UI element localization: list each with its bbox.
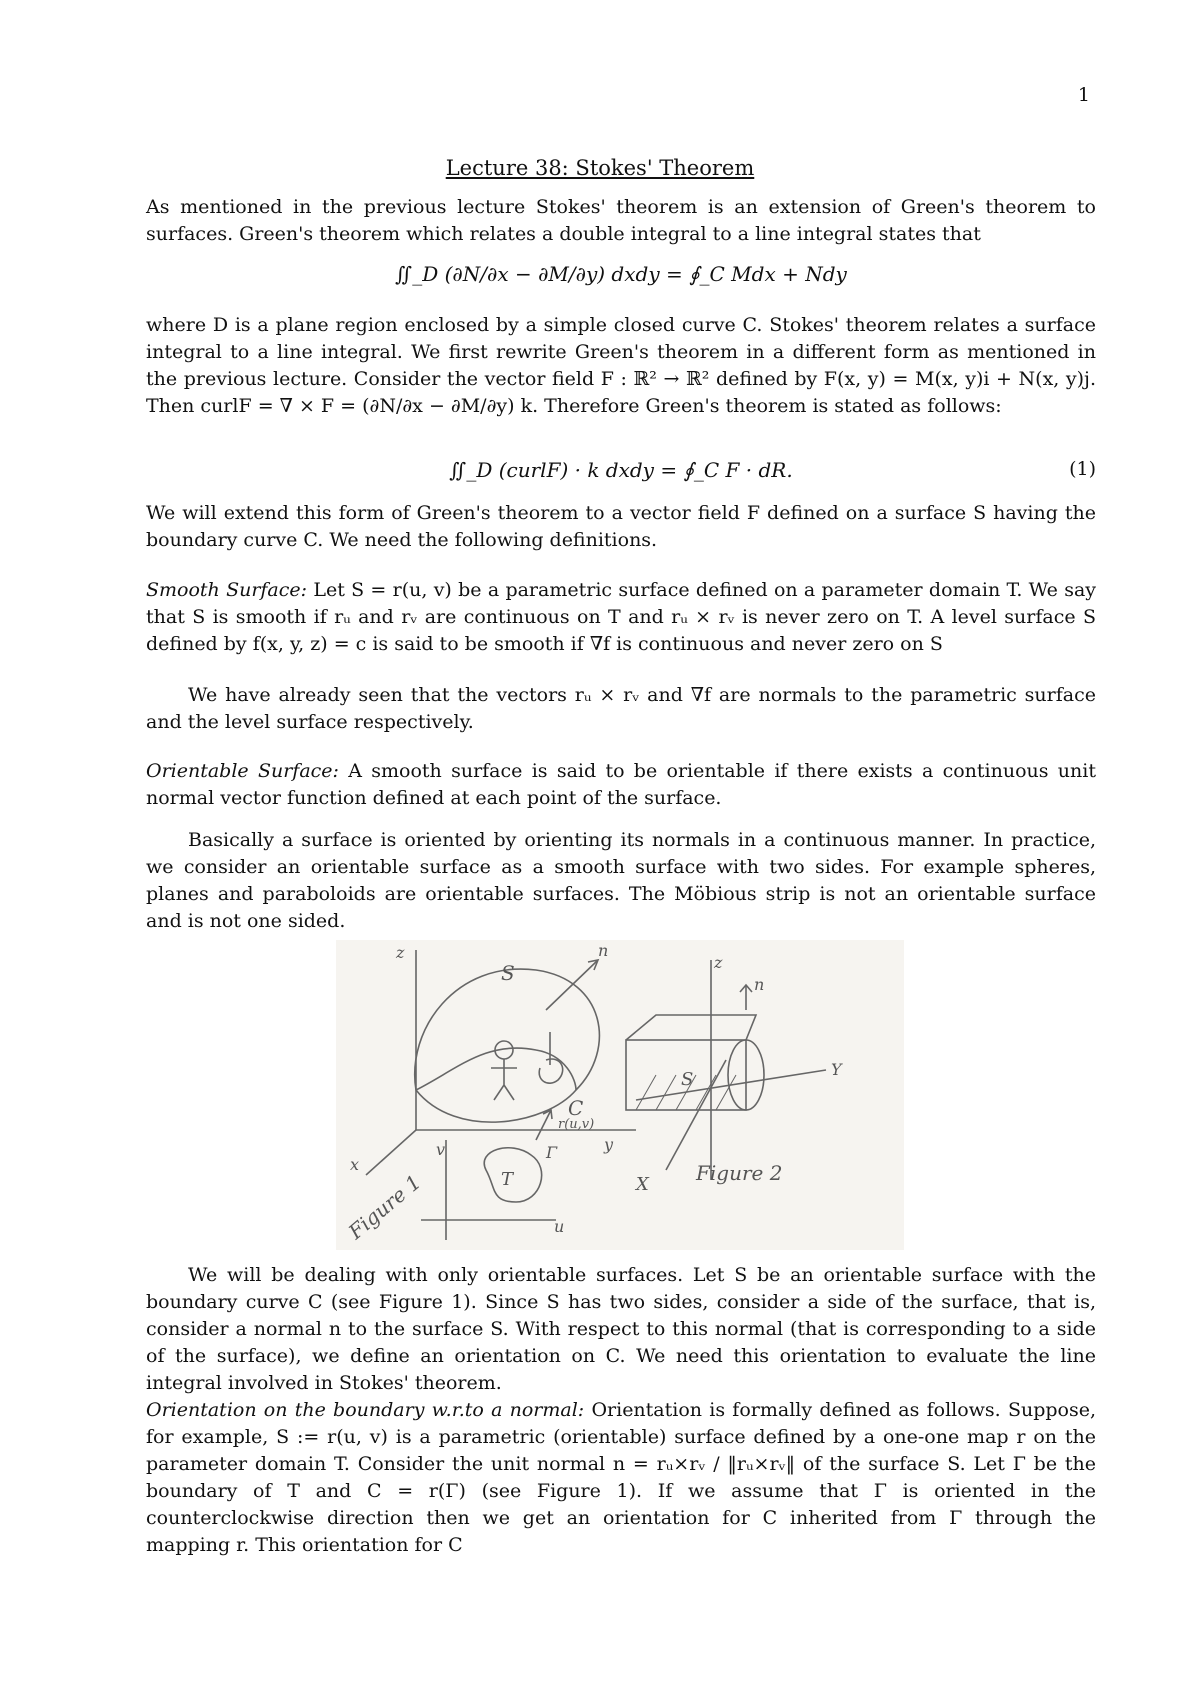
smooth-surface-term: Smooth Surface:: [146, 579, 308, 601]
fig1-s-label: S: [501, 961, 515, 985]
figure-1-caption: Figure 1: [343, 1169, 426, 1244]
fig1-z-label: z: [396, 943, 405, 962]
param-gamma-label: Γ: [546, 1143, 558, 1162]
fig1-x-axis: [366, 1130, 416, 1175]
equation-1-number: (1): [1069, 458, 1096, 480]
fig2-y-label: Y: [831, 1060, 842, 1079]
figure-2-caption: Figure 2: [696, 1161, 783, 1185]
orientation-boundary-term: Orientation on the boundary w.r.to a normal:: [146, 1399, 585, 1421]
orientable-surfaces-paragraph: We will be dealing with only orientable surfaces. Let S be an orientable surface with the boundary curve C (see Figure 1). Since S has two sides, consider a side of the surface, that is, consider a normal n to the surface S. With respect to this normal (that is corresponding to a side of the surface), we define an orientation on C. We need this orientation to evaluate the line integral involved in Stokes' theorem.: [146, 1264, 1096, 1394]
orientation-boundary-text: Orientation is formally defined as follows. Suppose, for example, S := r(u, v) is a parametric (orientable) surface defined by a one-one map r on the parameter domain T. Consider the unit normal n = rᵤ×rᵥ / ‖rᵤ×rᵥ‖ of the surface S. Let Γ be the boundary of T and C = r(Γ) (see Figure 1). If we assume that Γ is oriented in the counterclockwise direction then we get an orientation for C inherited from Γ through the mapping r. This orientation for C: [146, 1399, 1096, 1556]
orientable-surface-definition: [146, 758, 1096, 812]
stick-figure-body: [491, 1059, 517, 1100]
fig2-z-label: z: [714, 953, 723, 972]
orientation-explanation-paragraph: Basically a surface is oriented by orienting its normals in a continuous manner. In practice, we consider an orientable surface as a smooth surface with two sides. For example spheres, planes and paraboloids are orientable surfaces. The Möbious strip is not an orientable surface and is not one sided.: [146, 829, 1096, 932]
normals-paragraph: We have already seen that the vectors rᵤ × rᵥ and ∇f are normals to the parametric surface and the level surface respectively.: [146, 684, 1096, 733]
fig2-n-label: n: [754, 975, 765, 994]
fig1-axes: [416, 950, 636, 1130]
orientable-surface-text: A smooth surface is said to be orientable if there exists a continuous unit normal vector function defined at each point of the surface.: [146, 760, 1096, 809]
fig2-s-label: S: [681, 1069, 694, 1090]
smooth-surface-text: Let S = r(u, v) be a parametric surface defined on a parameter domain T. We say that S is smooth if rᵤ and rᵥ are continuous on T and rᵤ × rᵥ is never zero on T. A level surface S defined by f(x, y, z) = c is said to be smooth if ∇f is continuous and never zero on S: [146, 579, 1097, 655]
intro-paragraph: As mentioned in the previous lecture Stokes' theorem is an extension of Green's theorem to surfaces. Green's theorem which relates a double integral to a line integral states that: [146, 196, 1096, 245]
page-number: 1: [1077, 84, 1090, 106]
equation-1: ∬_D (curlF) · k dxdy = ∮_C F · dR.: [449, 458, 793, 482]
rotation-arrow: [539, 1059, 562, 1083]
orientation-boundary-definition: [146, 1397, 1096, 1559]
param-t-label: T: [501, 1169, 514, 1190]
hand-drawn-figure: [336, 940, 904, 1250]
fig1-x-label: x: [350, 1155, 360, 1174]
orientable-surface-term: Orientable Surface:: [146, 760, 339, 782]
green-theorem-equation: ∬_D (∂N/∂x − ∂M/∂y) dxdy = ∮_C Mdx + Ndy: [395, 262, 847, 286]
fig1-n-label: n: [598, 941, 609, 960]
mapping-r-label: r(u,v): [558, 1117, 595, 1132]
param-u-label: u: [554, 1217, 565, 1236]
lecture-title: Lecture 38: Stokes' Theorem: [445, 156, 755, 180]
fig1-y-label: y: [604, 1135, 614, 1154]
fig2-x-label: X: [636, 1174, 649, 1195]
param-v-label: v: [436, 1140, 446, 1159]
vector-field-paragraph: where D is a plane region enclosed by a simple closed curve C. Stokes' theorem relates a surface integral to a line integral. We first rewrite Green's theorem in a different form as mentioned in the previous lecture. Consider the vector field F : ℝ² → ℝ² defined by F(x, y) = M(x, y)i + N(x, y)j. Then curlF = ∇ × F = (∂N/∂x − ∂M/∂y) k. Therefore Green's theorem is stated as follows:: [146, 314, 1096, 417]
smooth-surface-definition: [146, 577, 1096, 658]
fig2-cylinder-top: [626, 1015, 756, 1040]
extension-paragraph: We will extend this form of Green's theorem to a vector field F defined on a surface S having the boundary curve C. We need the following definitions.: [146, 502, 1096, 551]
figure-sketch: [336, 940, 904, 1250]
fig1-c-label: C: [568, 1096, 584, 1120]
